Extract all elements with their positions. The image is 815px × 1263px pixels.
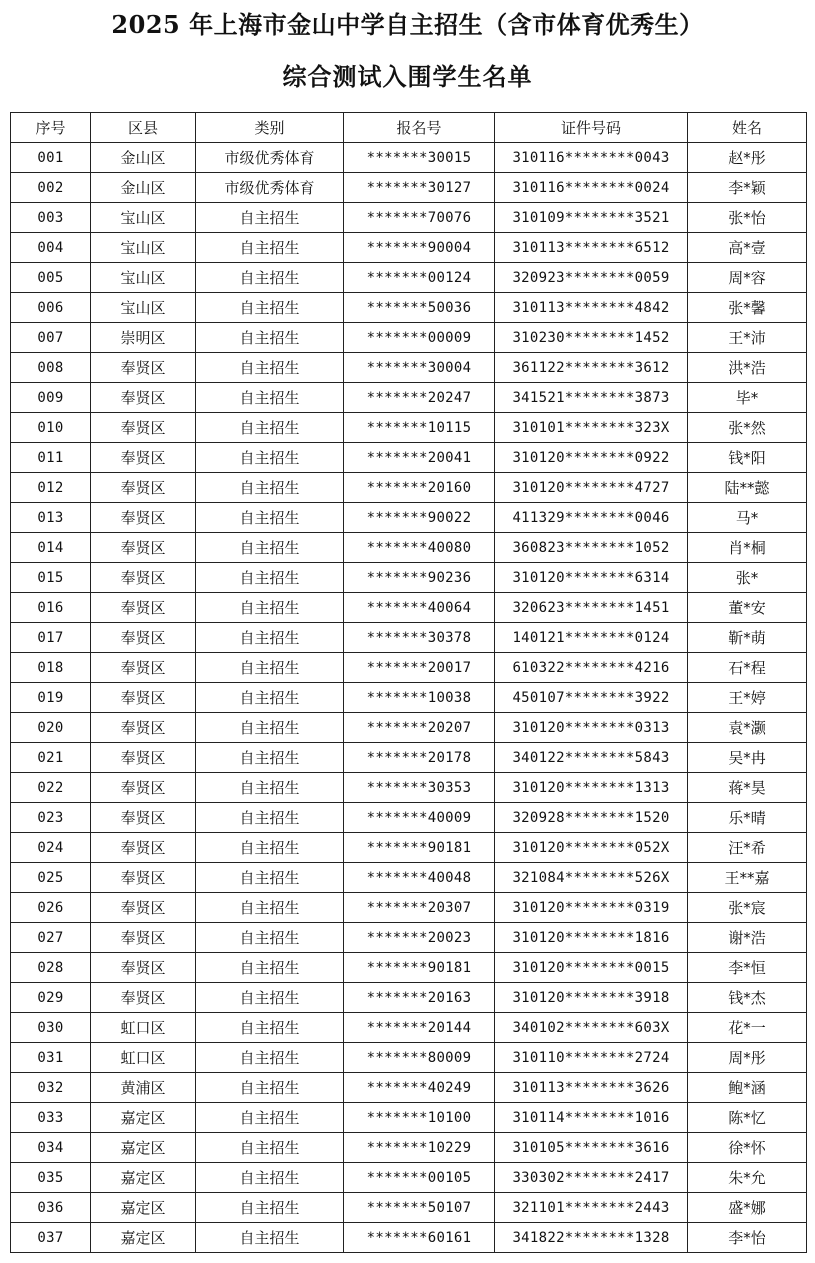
serial-cell: 019 <box>11 683 91 713</box>
table-row <box>11 323 807 353</box>
id-number-cell: 360823********1052 <box>495 533 688 563</box>
table-row <box>11 533 807 563</box>
id-number-cell: 321101********2443 <box>495 1193 688 1223</box>
student-name-cell: 毕* <box>688 383 807 413</box>
table-row <box>11 203 807 233</box>
district-cell: 奉贤区 <box>91 503 196 533</box>
category-cell: 自主招生 <box>196 1013 344 1043</box>
category-cell: 自主招生 <box>196 563 344 593</box>
district-cell: 奉贤区 <box>91 413 196 443</box>
category-cell: 自主招生 <box>196 683 344 713</box>
table-body <box>11 143 807 1253</box>
registration-number-cell: *******20163 <box>344 983 495 1013</box>
district-cell: 奉贤区 <box>91 473 196 503</box>
id-number-cell: 411329********0046 <box>495 503 688 533</box>
id-number-cell: 340122********5843 <box>495 743 688 773</box>
registration-number-cell: *******20247 <box>344 383 495 413</box>
district-cell: 宝山区 <box>91 233 196 263</box>
serial-cell: 024 <box>11 833 91 863</box>
document-subtitle: 综合测试入围学生名单 <box>282 62 533 91</box>
registration-number-cell: *******80009 <box>344 1043 495 1073</box>
serial-cell: 018 <box>11 653 91 683</box>
student-name-cell: 张* <box>688 563 807 593</box>
district-cell: 奉贤区 <box>91 893 196 923</box>
table-row <box>11 1163 807 1193</box>
id-number-cell: 310105********3616 <box>495 1133 688 1163</box>
serial-cell: 013 <box>11 503 91 533</box>
district-cell: 奉贤区 <box>91 983 196 1013</box>
student-name-cell: 马* <box>688 503 807 533</box>
id-number-cell: 310120********6314 <box>495 563 688 593</box>
serial-cell: 001 <box>11 143 91 173</box>
category-cell: 自主招生 <box>196 413 344 443</box>
id-number-cell: 310109********3521 <box>495 203 688 233</box>
id-number-cell: 310101********323X <box>495 413 688 443</box>
id-number-cell: 310120********1816 <box>495 923 688 953</box>
category-cell: 自主招生 <box>196 713 344 743</box>
district-cell: 奉贤区 <box>91 593 196 623</box>
student-name-cell: 李*怡 <box>688 1223 807 1253</box>
id-number-cell: 310113********3626 <box>495 1073 688 1103</box>
table-row <box>11 1103 807 1133</box>
district-cell: 嘉定区 <box>91 1163 196 1193</box>
candidate-table <box>10 112 807 1253</box>
student-name-cell: 谢*浩 <box>688 923 807 953</box>
student-name-cell: 乐*晴 <box>688 803 807 833</box>
id-number-cell: 310120********0922 <box>495 443 688 473</box>
registration-number-cell: *******30378 <box>344 623 495 653</box>
category-cell: 自主招生 <box>196 1223 344 1253</box>
district-cell: 奉贤区 <box>91 773 196 803</box>
serial-cell: 004 <box>11 233 91 263</box>
registration-number-cell: *******40064 <box>344 593 495 623</box>
serial-cell: 017 <box>11 623 91 653</box>
registration-number-cell: *******20160 <box>344 473 495 503</box>
student-name-cell: 王**嘉 <box>688 863 807 893</box>
serial-cell: 007 <box>11 323 91 353</box>
registration-number-cell: *******30015 <box>344 143 495 173</box>
serial-cell: 036 <box>11 1193 91 1223</box>
table-row <box>11 1073 807 1103</box>
table-row <box>11 443 807 473</box>
student-name-cell: 李*恒 <box>688 953 807 983</box>
student-name-cell: 张*馨 <box>688 293 807 323</box>
id-number-cell: 310116********0024 <box>495 173 688 203</box>
serial-cell: 035 <box>11 1163 91 1193</box>
serial-cell: 003 <box>11 203 91 233</box>
table-row <box>11 413 807 443</box>
registration-number-cell: *******10100 <box>344 1103 495 1133</box>
category-cell: 自主招生 <box>196 533 344 563</box>
student-name-cell: 陆**懿 <box>688 473 807 503</box>
registration-number-cell: *******40048 <box>344 863 495 893</box>
serial-cell: 020 <box>11 713 91 743</box>
student-name-cell: 张*然 <box>688 413 807 443</box>
table-row <box>11 803 807 833</box>
serial-cell: 023 <box>11 803 91 833</box>
registration-number-cell: *******40249 <box>344 1073 495 1103</box>
category-cell: 自主招生 <box>196 473 344 503</box>
student-name-cell: 石*程 <box>688 653 807 683</box>
category-cell: 市级优秀体育 <box>196 143 344 173</box>
table-row <box>11 743 807 773</box>
district-cell: 奉贤区 <box>91 833 196 863</box>
student-name-cell: 蒋*昊 <box>688 773 807 803</box>
table-row <box>11 713 807 743</box>
district-cell: 金山区 <box>91 173 196 203</box>
id-number-cell: 361122********3612 <box>495 353 688 383</box>
id-number-cell: 310230********1452 <box>495 323 688 353</box>
district-cell: 奉贤区 <box>91 953 196 983</box>
student-name-cell: 钱*杰 <box>688 983 807 1013</box>
document-title: 2025 年上海市金山中学自主招生（含市体育优秀生） <box>111 10 704 39</box>
student-name-cell: 周*容 <box>688 263 807 293</box>
registration-number-cell: *******50107 <box>344 1193 495 1223</box>
header-serial: 序号 <box>11 113 91 143</box>
district-cell: 奉贤区 <box>91 863 196 893</box>
registration-number-cell: *******90181 <box>344 953 495 983</box>
header-name: 姓名 <box>688 113 807 143</box>
serial-cell: 029 <box>11 983 91 1013</box>
registration-number-cell: *******20207 <box>344 713 495 743</box>
student-name-cell: 李*颖 <box>688 173 807 203</box>
id-number-cell: 450107********3922 <box>495 683 688 713</box>
serial-cell: 005 <box>11 263 91 293</box>
registration-number-cell: *******10038 <box>344 683 495 713</box>
id-number-cell: 321084********526X <box>495 863 688 893</box>
registration-number-cell: *******00009 <box>344 323 495 353</box>
serial-cell: 025 <box>11 863 91 893</box>
serial-cell: 010 <box>11 413 91 443</box>
registration-number-cell: *******10115 <box>344 413 495 443</box>
id-number-cell: 610322********4216 <box>495 653 688 683</box>
district-cell: 奉贤区 <box>91 713 196 743</box>
registration-number-cell: *******30004 <box>344 353 495 383</box>
district-cell: 宝山区 <box>91 263 196 293</box>
category-cell: 自主招生 <box>196 1073 344 1103</box>
category-cell: 自主招生 <box>196 983 344 1013</box>
table-row <box>11 293 807 323</box>
category-cell: 自主招生 <box>196 1163 344 1193</box>
student-name-cell: 周*彤 <box>688 1043 807 1073</box>
district-cell: 奉贤区 <box>91 803 196 833</box>
student-name-cell: 钱*阳 <box>688 443 807 473</box>
serial-cell: 022 <box>11 773 91 803</box>
student-name-cell: 陈*忆 <box>688 1103 807 1133</box>
category-cell: 自主招生 <box>196 1103 344 1133</box>
student-name-cell: 肖*桐 <box>688 533 807 563</box>
registration-number-cell: *******00105 <box>344 1163 495 1193</box>
category-cell: 自主招生 <box>196 833 344 863</box>
district-cell: 奉贤区 <box>91 653 196 683</box>
student-name-cell: 洪*浩 <box>688 353 807 383</box>
table-row <box>11 353 807 383</box>
id-number-cell: 310113********4842 <box>495 293 688 323</box>
table-row <box>11 263 807 293</box>
id-number-cell: 310120********0319 <box>495 893 688 923</box>
registration-number-cell: *******20023 <box>344 923 495 953</box>
student-name-cell: 王*沛 <box>688 323 807 353</box>
serial-cell: 012 <box>11 473 91 503</box>
district-cell: 奉贤区 <box>91 623 196 653</box>
district-cell: 奉贤区 <box>91 353 196 383</box>
id-number-cell: 320928********1520 <box>495 803 688 833</box>
district-cell: 宝山区 <box>91 203 196 233</box>
serial-cell: 027 <box>11 923 91 953</box>
category-cell: 自主招生 <box>196 1043 344 1073</box>
student-name-cell: 花*一 <box>688 1013 807 1043</box>
id-number-cell: 310120********1313 <box>495 773 688 803</box>
category-cell: 自主招生 <box>196 233 344 263</box>
student-name-cell: 赵*彤 <box>688 143 807 173</box>
category-cell: 自主招生 <box>196 1133 344 1163</box>
table-row <box>11 473 807 503</box>
serial-cell: 030 <box>11 1013 91 1043</box>
id-number-cell: 310113********6512 <box>495 233 688 263</box>
student-name-cell: 张*怡 <box>688 203 807 233</box>
student-name-cell: 鲍*涵 <box>688 1073 807 1103</box>
id-number-cell: 330302********2417 <box>495 1163 688 1193</box>
serial-cell: 028 <box>11 953 91 983</box>
category-cell: 自主招生 <box>196 743 344 773</box>
table-row <box>11 983 807 1013</box>
table-row <box>11 923 807 953</box>
category-cell: 自主招生 <box>196 203 344 233</box>
id-number-cell: 340102********603X <box>495 1013 688 1043</box>
serial-cell: 032 <box>11 1073 91 1103</box>
district-cell: 崇明区 <box>91 323 196 353</box>
district-cell: 奉贤区 <box>91 383 196 413</box>
table-row <box>11 863 807 893</box>
id-number-cell: 310120********0015 <box>495 953 688 983</box>
category-cell: 自主招生 <box>196 863 344 893</box>
student-name-cell: 张*宸 <box>688 893 807 923</box>
district-cell: 奉贤区 <box>91 443 196 473</box>
registration-number-cell: *******20041 <box>344 443 495 473</box>
header-id-number: 证件号码 <box>495 113 688 143</box>
registration-number-cell: *******70076 <box>344 203 495 233</box>
student-name-cell: 汪*希 <box>688 833 807 863</box>
student-name-cell: 徐*怀 <box>688 1133 807 1163</box>
table-row <box>11 833 807 863</box>
district-cell: 嘉定区 <box>91 1103 196 1133</box>
category-cell: 自主招生 <box>196 293 344 323</box>
registration-number-cell: *******20144 <box>344 1013 495 1043</box>
student-name-cell: 朱*允 <box>688 1163 807 1193</box>
district-cell: 嘉定区 <box>91 1223 196 1253</box>
table-header-row <box>11 113 807 143</box>
serial-cell: 011 <box>11 443 91 473</box>
id-number-cell: 140121********0124 <box>495 623 688 653</box>
id-number-cell: 341521********3873 <box>495 383 688 413</box>
registration-number-cell: *******90236 <box>344 563 495 593</box>
category-cell: 自主招生 <box>196 653 344 683</box>
district-cell: 虹口区 <box>91 1013 196 1043</box>
table-row <box>11 773 807 803</box>
id-number-cell: 320623********1451 <box>495 593 688 623</box>
category-cell: 自主招生 <box>196 383 344 413</box>
registration-number-cell: *******90004 <box>344 233 495 263</box>
category-cell: 自主招生 <box>196 263 344 293</box>
id-number-cell: 310116********0043 <box>495 143 688 173</box>
student-name-cell: 董*安 <box>688 593 807 623</box>
district-cell: 虹口区 <box>91 1043 196 1073</box>
table-row <box>11 653 807 683</box>
registration-number-cell: *******30127 <box>344 173 495 203</box>
registration-number-cell: *******40080 <box>344 533 495 563</box>
category-cell: 自主招生 <box>196 893 344 923</box>
registration-number-cell: *******20178 <box>344 743 495 773</box>
district-cell: 奉贤区 <box>91 563 196 593</box>
district-cell: 黄浦区 <box>91 1073 196 1103</box>
district-cell: 奉贤区 <box>91 683 196 713</box>
category-cell: 自主招生 <box>196 1193 344 1223</box>
serial-cell: 009 <box>11 383 91 413</box>
table-row <box>11 1223 807 1253</box>
table-row <box>11 503 807 533</box>
student-name-cell: 靳*萌 <box>688 623 807 653</box>
registration-number-cell: *******20017 <box>344 653 495 683</box>
header-registration-number: 报名号 <box>344 113 495 143</box>
table-row <box>11 1193 807 1223</box>
table-row <box>11 683 807 713</box>
serial-cell: 016 <box>11 593 91 623</box>
table-row <box>11 893 807 923</box>
student-name-cell: 吴*冉 <box>688 743 807 773</box>
district-cell: 嘉定区 <box>91 1133 196 1163</box>
registration-number-cell: *******60161 <box>344 1223 495 1253</box>
category-cell: 自主招生 <box>196 593 344 623</box>
category-cell: 自主招生 <box>196 503 344 533</box>
district-cell: 金山区 <box>91 143 196 173</box>
serial-cell: 037 <box>11 1223 91 1253</box>
student-name-cell: 袁*灏 <box>688 713 807 743</box>
registration-number-cell: *******00124 <box>344 263 495 293</box>
category-cell: 自主招生 <box>196 623 344 653</box>
serial-cell: 015 <box>11 563 91 593</box>
table-row <box>11 563 807 593</box>
registration-number-cell: *******50036 <box>344 293 495 323</box>
table-row <box>11 1133 807 1163</box>
registration-number-cell: *******40009 <box>344 803 495 833</box>
student-name-cell: 盛*娜 <box>688 1193 807 1223</box>
id-number-cell: 320923********0059 <box>495 263 688 293</box>
serial-cell: 031 <box>11 1043 91 1073</box>
district-cell: 宝山区 <box>91 293 196 323</box>
registration-number-cell: *******90022 <box>344 503 495 533</box>
header-district: 区县 <box>91 113 196 143</box>
id-number-cell: 310120********0313 <box>495 713 688 743</box>
table-row <box>11 233 807 263</box>
header-category: 类别 <box>196 113 344 143</box>
student-name-cell: 高*壹 <box>688 233 807 263</box>
serial-cell: 021 <box>11 743 91 773</box>
registration-number-cell: *******90181 <box>344 833 495 863</box>
serial-cell: 026 <box>11 893 91 923</box>
table-row <box>11 623 807 653</box>
serial-cell: 014 <box>11 533 91 563</box>
category-cell: 自主招生 <box>196 923 344 953</box>
student-name-cell: 王*婷 <box>688 683 807 713</box>
district-cell: 奉贤区 <box>91 923 196 953</box>
category-cell: 自主招生 <box>196 323 344 353</box>
id-number-cell: 310110********2724 <box>495 1043 688 1073</box>
table-row <box>11 1043 807 1073</box>
registration-number-cell: *******20307 <box>344 893 495 923</box>
serial-cell: 008 <box>11 353 91 383</box>
registration-number-cell: *******10229 <box>344 1133 495 1163</box>
category-cell: 自主招生 <box>196 443 344 473</box>
table-row <box>11 173 807 203</box>
id-number-cell: 310120********052X <box>495 833 688 863</box>
registration-number-cell: *******30353 <box>344 773 495 803</box>
district-cell: 嘉定区 <box>91 1193 196 1223</box>
district-cell: 奉贤区 <box>91 743 196 773</box>
id-number-cell: 341822********1328 <box>495 1223 688 1253</box>
category-cell: 自主招生 <box>196 953 344 983</box>
table-row <box>11 593 807 623</box>
district-cell: 奉贤区 <box>91 533 196 563</box>
serial-cell: 034 <box>11 1133 91 1163</box>
category-cell: 自主招生 <box>196 773 344 803</box>
serial-cell: 002 <box>11 173 91 203</box>
table-row <box>11 143 807 173</box>
id-number-cell: 310120********4727 <box>495 473 688 503</box>
id-number-cell: 310120********3918 <box>495 983 688 1013</box>
category-cell: 自主招生 <box>196 353 344 383</box>
table-row <box>11 1013 807 1043</box>
category-cell: 自主招生 <box>196 803 344 833</box>
serial-cell: 006 <box>11 293 91 323</box>
serial-cell: 033 <box>11 1103 91 1133</box>
table-row <box>11 383 807 413</box>
category-cell: 市级优秀体育 <box>196 173 344 203</box>
table-row <box>11 953 807 983</box>
id-number-cell: 310114********1016 <box>495 1103 688 1133</box>
